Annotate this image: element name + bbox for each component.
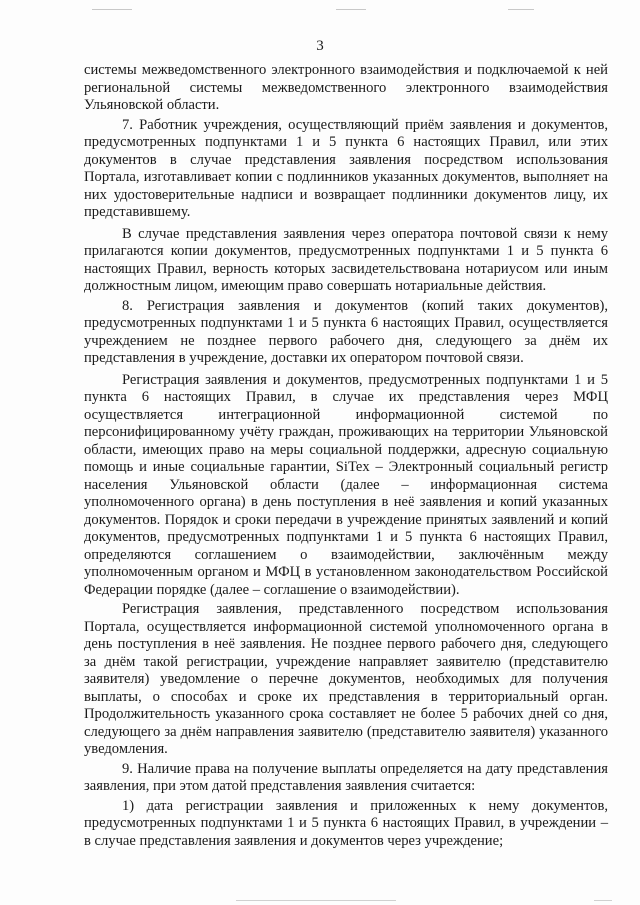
scan-artifact-top-left xyxy=(92,9,132,10)
scan-artifact-bottom-right xyxy=(594,900,612,901)
paragraph-postal-submission: В случае представления заявления через оператора почтовой связи к нему прилагаются копии документов, предусмотренных подпунктами 1 и 5 пункта 6 настоящих Правил, верность которых засвидетельствована нотариусом или иным должностным лицом, имеющим право совершать нотариальные действия. xyxy=(84,225,608,294)
document-body xyxy=(84,62,608,850)
paragraph-continuation: системы межведомственного электронного взаимодействия и подключаемой к ней региональной системы межведомственного электронного взаимодействия Ульяновской области. xyxy=(84,62,608,113)
paragraph-mfc-registration: Регистрация заявления и документов, предусмотренных подпунктами 1 и 5 пункта 6 настоящих Правил, в случае их представления через МФЦ осуществляется интеграционной информационной системой по персонифицированному учёту граждан, проживающих на территории Ульяновской области, имеющих право на меры социальной поддержки, адресную социальную помощь и иные социальные гарантии, SiTex – Электронный социальный регистр населения Ульяновской области (далее – информационная система уполномоченного органа) в день поступления в неё заявления и копий указанных документов. Порядок и сроки передачи в учреждение принятых заявлений и копий документов, предусмотренных подпунктами 1 и 5 пункта 6 настоящих Правил, определяются соглашением о взаимодействии, заключённым между уполномоченным органом и МФЦ в установленном законодательством Российской Федерации порядке (далее – соглашение о взаимодействии). xyxy=(84,371,608,598)
paragraph-item-7: 7. Работник учреждения, осуществляющий приём заявления и документов, предусмотренных подпунктами 1 и 5 пункта 6 настоящих Правил, или этих документов в случае представления заявления посредством использования Портала, изготавливает копии с подлинников указанных документов, выполняет на них удостоверительные надписи и возвращает подлинники документов лицу, их представившему. xyxy=(84,116,608,220)
paragraph-item-9: 9. Наличие права на получение выплаты определяется на дату представления заявления, при этом датой представления заявления считается: xyxy=(84,760,608,794)
scan-artifact-top-center xyxy=(336,9,366,10)
paragraph-portal-registration: Регистрация заявления, представленного посредством использования Портала, осуществляется информационной системой уполномоченного органа в день поступления в неё заявления. Не позднее первого рабочего дня, следующего за днём такой регистрации, учреждение направляет заявителю (представителю заявителя) уведомление о перечне документов, необходимых для получения выплаты, о способах и сроке их представления в территориальный орган. Продолжительность указанного срока составляет не более 5 рабочих дней со дня, следующего за днём направления заявителю (представителю заявителя) указанного уведомления. xyxy=(84,601,608,757)
paragraph-item-8: 8. Регистрация заявления и документов (копий таких документов), предусмотренных подпунктами 1 и 5 пункта 6 настоящих Правил, осуществляется учреждением не позднее первого рабочего дня, следующего за днём их представления в учреждение, доставки их оператором почтовой связи. xyxy=(84,297,608,366)
scan-artifact-top-right xyxy=(508,9,534,10)
scan-artifact-bottom-center xyxy=(236,900,396,901)
page-number: 3 xyxy=(316,38,324,54)
paragraph-item-9-subitem-1: 1) дата регистрации заявления и приложенных к нему документов, предусмотренных подпунктами 1 и 5 пункта 6 настоящих Правил, в учреждении – в случае представления заявления и документов через учреждение; xyxy=(84,797,608,849)
